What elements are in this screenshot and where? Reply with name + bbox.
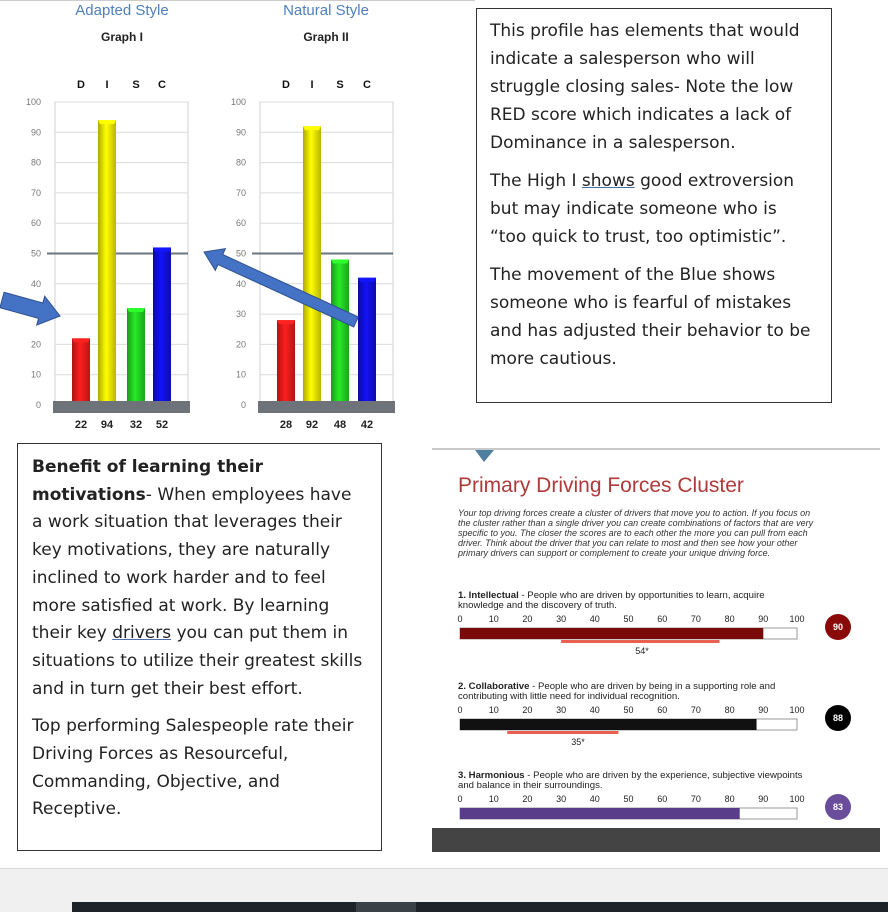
category-label: I — [105, 79, 109, 91]
value-label: 42 — [360, 419, 374, 431]
df-scale-tick: 0 — [457, 705, 463, 715]
taskbar-strip — [72, 902, 888, 912]
df-scale-tick: 20 — [522, 705, 533, 715]
df-norm-label: 54* — [635, 646, 649, 656]
value-label: 48 — [333, 419, 347, 431]
df-norm-band — [507, 731, 618, 734]
df-scale-tick: 70 — [690, 614, 701, 624]
df-scale-tick: 100 — [789, 705, 805, 715]
df-scale-tick: 100 — [789, 794, 805, 804]
ytick-label: 60 — [30, 218, 41, 229]
df-scale-tick: 100 — [789, 614, 805, 624]
ytick-label: 20 — [235, 339, 246, 350]
ytick-label: 80 — [235, 157, 246, 168]
graph2-subtitle: Graph II — [303, 30, 349, 44]
ytick-label: 100 — [25, 97, 41, 107]
value-label: 32 — [129, 419, 143, 431]
df-scale-tick: 10 — [488, 705, 499, 715]
value-label: 22 — [74, 419, 88, 431]
df-scale-tick: 50 — [623, 705, 634, 715]
df-scale-tick: 80 — [724, 614, 735, 624]
ytick-label: 60 — [235, 218, 246, 229]
category-label: I — [310, 79, 314, 91]
df-item-name: 1. Intellectual — [458, 590, 519, 601]
top-performers-paragraph: Top performing Salespeople rate their Driving Forces as Resourceful, Commanding, Objective, and Receptive. — [32, 716, 354, 820]
ytick-label: 40 — [235, 278, 246, 289]
graph1-title: Adapted Style — [75, 2, 169, 19]
df-scale-tick: 70 — [690, 794, 701, 804]
ytick-label: 50 — [235, 248, 246, 259]
ytick-label: 70 — [235, 187, 246, 198]
df-scale-tick: 40 — [589, 794, 600, 804]
df-scale-tick: 10 — [488, 794, 499, 804]
df-scale-tick: 0 — [457, 794, 463, 804]
ytick-label: 0 — [240, 400, 246, 410]
drivers-word: drivers — [112, 623, 172, 644]
ytick-label: 100 — [230, 97, 246, 107]
ytick-label: 90 — [30, 127, 41, 138]
profile-note-1: This profile has elements that would indicate a salesperson who will struggle closing sales- Note the low RED score which indicates a lack of Dominance in a salesperson. — [490, 21, 800, 153]
ytick-label: 30 — [235, 309, 246, 320]
df-norm-label: 35* — [571, 737, 585, 747]
graph1-subtitle: Graph I — [100, 30, 143, 44]
df-scale-tick: 30 — [556, 794, 567, 804]
df-scale-tick: 90 — [758, 705, 769, 715]
taskbar-active-item[interactable] — [356, 902, 416, 912]
motivations-paragraph: Benefit of learning their motivations- When employees have a work situation that leverages their key motivations, they are naturally inclined to work harder and to feel more satisfied at work. By learning their key drivers you can put them in situations to utilize their greatest skills and in turn get their best effort. — [32, 457, 363, 699]
category-label: D — [282, 79, 290, 91]
df-score-badge: 83 — [825, 794, 851, 820]
value-label: 94 — [100, 419, 114, 431]
category-label: C — [158, 79, 166, 91]
ytick-label: 40 — [30, 278, 41, 289]
ytick-label: 70 — [30, 187, 41, 198]
df-item-name: 2. Collaborative — [458, 681, 530, 692]
df-scale-tick: 90 — [758, 794, 769, 804]
ytick-label: 0 — [35, 400, 41, 410]
profile-note-3: The movement of the Blue shows someone who is fearful of mistakes and has adjusted their behavior to be more cautious. — [490, 265, 811, 369]
df-scale-tick: 30 — [556, 705, 567, 715]
df-scale-tick: 50 — [623, 794, 634, 804]
df-score-badge: 90 — [825, 614, 851, 640]
df-score-bar — [460, 719, 757, 730]
ytick-label: 10 — [235, 369, 246, 380]
ytick-label: 50 — [30, 248, 41, 259]
value-label: 28 — [279, 419, 293, 431]
category-label: D — [77, 79, 85, 91]
df-score-bar — [460, 808, 740, 819]
df-item-2-text: 2. Collaborative - People who are driven by being in a supporting role and contributing with little need for individual recognition. — [458, 681, 776, 702]
df-scale-tick: 40 — [589, 705, 600, 715]
ytick-label: 10 — [30, 369, 41, 380]
category-label: C — [363, 79, 371, 91]
df-score-bar — [460, 628, 763, 639]
df-title: Primary Driving Forces Cluster — [458, 474, 744, 497]
motivations-heading: Benefit of learning their motivations — [32, 457, 264, 505]
df-scale-tick: 60 — [657, 614, 668, 624]
value-label: 92 — [305, 419, 319, 431]
df-norm-band — [561, 640, 719, 643]
df-scale-tick: 20 — [522, 794, 533, 804]
df-scale-tick: 80 — [724, 794, 735, 804]
graph2-title: Natural Style — [283, 2, 369, 19]
df-scale-tick: 80 — [724, 705, 735, 715]
df-scale-tick: 50 — [623, 614, 634, 624]
df-item-3-text: 3. Harmonious - People who are driven by the experience, subjective viewpoints and balance in their surroundings. — [458, 770, 803, 791]
df-scale-tick: 10 — [488, 614, 499, 624]
category-label: S — [336, 79, 344, 91]
df-intro: Your top driving forces create a cluster of drivers that move you to action. If you focus on the cluster rather than a single driver you can create combinations of factors that are very specific to you. The closer the scores are to each other the more you can pull from each driver. Think about the driver that you can relate to most and then see how your other primary drivers can support or complement to create your unique driving force. — [458, 508, 814, 558]
df-score-badge: 88 — [825, 705, 851, 731]
ytick-label: 20 — [30, 339, 41, 350]
df-item-name: 3. Harmonious — [458, 770, 525, 781]
ytick-label: 80 — [30, 157, 41, 168]
df-scale-tick: 60 — [657, 705, 668, 715]
shows-word: shows — [581, 171, 635, 191]
df-scale-tick: 0 — [457, 614, 463, 624]
df-scale-tick: 20 — [522, 614, 533, 624]
category-label: S — [132, 79, 140, 91]
df-scale-tick: 70 — [690, 705, 701, 715]
ytick-label: 90 — [235, 127, 246, 138]
df-item-1-text: 1. Intellectual - People who are driven by opportunities to learn, acquire knowledge and the discovery of truth. — [458, 590, 765, 611]
profile-note-2: The High I shows good extroversion but may indicate someone who is “too quick to trust, too optimistic”. — [490, 171, 795, 247]
df-scale-tick: 30 — [556, 614, 567, 624]
value-label: 52 — [155, 419, 169, 431]
df-scale-tick: 90 — [758, 614, 769, 624]
df-scale-tick: 40 — [589, 614, 600, 624]
df-scale-tick: 60 — [657, 794, 668, 804]
